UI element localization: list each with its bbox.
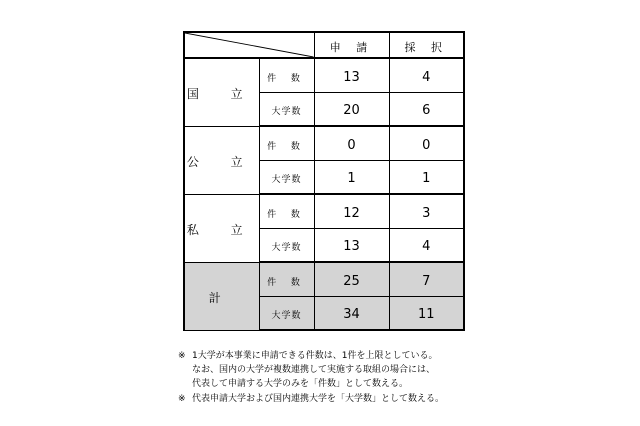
- row-label-cell: [259, 160, 314, 194]
- adopt-value: 1: [422, 171, 431, 187]
- adopt-value: 0: [422, 137, 431, 153]
- row-label: 大学数: [271, 311, 302, 322]
- table-row: [184, 58, 464, 92]
- group-label: 国 立: [186, 86, 257, 101]
- row-label-cell: [259, 262, 314, 296]
- footnote-text: [192, 349, 478, 391]
- apply-value-cell: [314, 296, 389, 330]
- apply-value-cell: [314, 126, 389, 160]
- apply-value-cell: [314, 194, 389, 228]
- header-row: [184, 32, 464, 58]
- adopt-value: 6: [422, 103, 431, 119]
- footnote-line: なお、国内の大学が複数連携して実施する取組の場合には、: [192, 365, 436, 375]
- application-results-table: [183, 31, 465, 331]
- apply-value: 12: [343, 205, 360, 221]
- adopt-value: 4: [422, 69, 431, 85]
- header-apply-label: 申 請: [329, 40, 374, 54]
- table-row: [184, 126, 464, 160]
- adopt-value-cell: [389, 58, 464, 92]
- apply-value: 1: [347, 171, 356, 187]
- header-adopt: [389, 32, 464, 58]
- group-national-cell: [184, 58, 259, 126]
- group-public-cell: [184, 126, 259, 194]
- row-label: 大学数: [271, 175, 302, 186]
- apply-value: 13: [343, 239, 360, 255]
- group-total-cell: [184, 262, 259, 330]
- row-label-cell: [259, 228, 314, 262]
- footnote: [178, 392, 478, 406]
- reference-mark: ※: [178, 394, 186, 404]
- adopt-value-cell: [389, 194, 464, 228]
- row-label-cell: [259, 58, 314, 92]
- apply-value-cell: [314, 58, 389, 92]
- adopt-value-cell: [389, 262, 464, 296]
- header-apply: [314, 32, 389, 58]
- table-row: [184, 194, 464, 228]
- adopt-value: 3: [422, 205, 431, 221]
- row-label: 件 数: [267, 277, 306, 288]
- footnote-line: 1大学が本事業に申請できる件数は、1件を上限としている。: [192, 351, 438, 361]
- footnote-line: 代表申請大学および国内連携大学を「大学数」として数える。: [192, 394, 445, 404]
- adopt-value-cell: [389, 92, 464, 126]
- row-label-cell: [259, 92, 314, 126]
- row-label: 大学数: [271, 107, 302, 118]
- row-label: 件 数: [267, 209, 306, 220]
- row-label: 件 数: [267, 141, 306, 152]
- group-label: 計: [208, 290, 235, 305]
- adopt-value: 4: [422, 239, 431, 255]
- apply-value: 0: [347, 137, 356, 153]
- row-label-cell: [259, 194, 314, 228]
- adopt-value: 7: [422, 273, 431, 289]
- group-label: 私 立: [186, 222, 257, 237]
- apply-value-cell: [314, 262, 389, 296]
- row-label: 大学数: [271, 243, 302, 254]
- apply-value-cell: [314, 228, 389, 262]
- apply-value: 25: [343, 273, 360, 289]
- footnote: [178, 349, 478, 391]
- adopt-value-cell: [389, 126, 464, 160]
- apply-value: 34: [343, 307, 360, 323]
- row-label: 件 数: [267, 73, 306, 84]
- adopt-value-cell: [389, 296, 464, 330]
- diagonal-line: [185, 33, 314, 57]
- apply-value: 13: [343, 69, 360, 85]
- footnote-line: 代表して申請する大学のみを「件数」として数える。: [192, 379, 409, 389]
- row-label-cell: [259, 296, 314, 330]
- adopt-value-cell: [389, 228, 464, 262]
- apply-value: 20: [343, 103, 360, 119]
- row-label-cell: [259, 126, 314, 160]
- footnotes: [178, 349, 478, 407]
- adopt-value: 11: [417, 307, 435, 323]
- adopt-value-cell: [389, 160, 464, 194]
- reference-mark: ※: [178, 351, 186, 361]
- apply-value-cell: [314, 160, 389, 194]
- corner-diagonal-cell: [184, 32, 314, 58]
- group-private-cell: [184, 194, 259, 262]
- header-adopt-label: 採 択: [404, 40, 448, 54]
- table-row: [184, 262, 464, 296]
- apply-value-cell: [314, 92, 389, 126]
- footnote-text: [192, 392, 478, 406]
- group-label: 公 立: [186, 154, 257, 169]
